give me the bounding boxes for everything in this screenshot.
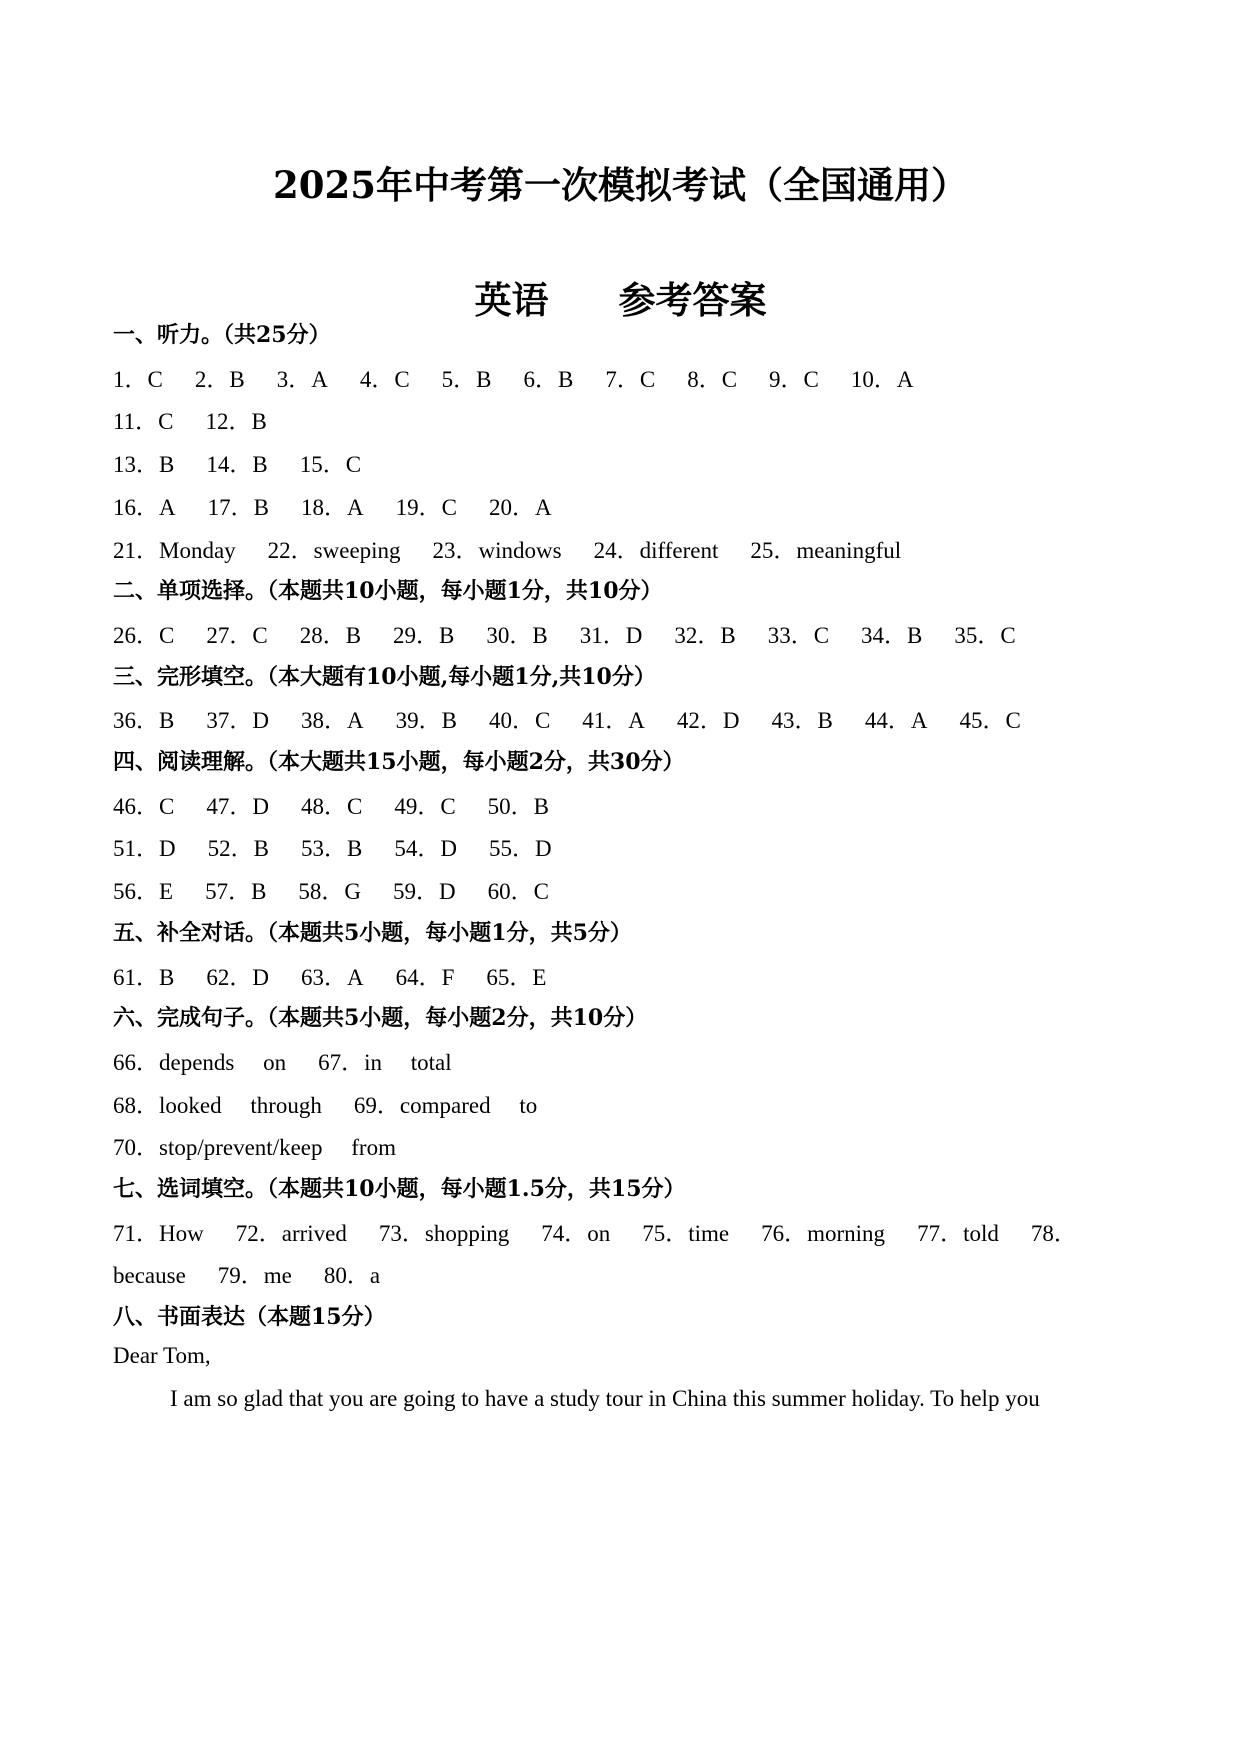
answer-item: 71．How — [113, 1220, 204, 1246]
letter-greeting: Dear Tom, — [113, 1342, 211, 1368]
answer-row — [113, 446, 393, 479]
answer-item: 44．A — [864, 708, 928, 734]
answer-item: 57．B — [205, 879, 267, 905]
answer-item: 45．C — [959, 708, 1021, 734]
answer-item: 80．a — [323, 1263, 381, 1289]
answer-item: 76．morning — [761, 1220, 886, 1246]
answer-item: 1．C — [113, 366, 163, 392]
answer-item: 65．E — [486, 964, 547, 990]
answer-item: 31．D — [579, 622, 643, 648]
section-heading: 七、选词填空。（本题共10小题，每小题1.5分，共15分） — [113, 1176, 686, 1202]
answer-item: 34．B — [861, 622, 923, 648]
answer-item: 52．B — [207, 836, 269, 862]
answer-item: 24．different — [593, 537, 719, 563]
answer-item: 38．A — [300, 708, 364, 734]
answer-row — [113, 788, 581, 821]
answer-item: 36．B — [113, 708, 175, 734]
answer-item: 21．Monday — [113, 537, 236, 563]
answer-item: 51．D — [113, 836, 176, 862]
answer-item: 14．B — [206, 452, 268, 478]
answer-item: 78． — [1030, 1220, 1077, 1246]
section-heading: 八、书面表达（本题15分） — [113, 1304, 386, 1331]
answer-item: 63．A — [300, 964, 364, 990]
answer-item: 53．B — [300, 836, 363, 862]
answer-item: 61．B — [113, 964, 175, 990]
answer-row — [113, 1044, 484, 1077]
answer-item: 37．D — [206, 708, 269, 734]
answer-item: 62．D — [206, 964, 269, 990]
answer-item: because — [113, 1263, 186, 1289]
answer-item: 30．B — [486, 622, 548, 648]
answer-item: 41．A — [582, 708, 645, 734]
answer-item: 26．C — [113, 622, 175, 648]
answer-row — [113, 361, 946, 394]
answer-item: 42．D — [676, 708, 740, 734]
answer-row — [113, 403, 299, 436]
answer-item: 9．C — [769, 366, 819, 392]
answer-row — [113, 873, 581, 906]
answer-item: 70．stop/prevent/keep from — [113, 1135, 396, 1161]
answer-item: 29．B — [393, 622, 455, 648]
answer-item: 16．A — [113, 494, 176, 520]
answer-item: 56．E — [113, 879, 174, 905]
answer-item: 13．B — [113, 452, 175, 478]
answer-item: 58．G — [298, 879, 362, 905]
answer-item: 12．B — [205, 409, 267, 435]
answer-item: 64．F — [395, 964, 455, 990]
answer-item: 6．B — [523, 366, 574, 392]
answer-item: 55．D — [488, 836, 552, 862]
answer-item: 39．B — [395, 708, 457, 734]
answer-item: 25．meaningful — [750, 537, 902, 563]
answer-row — [113, 1129, 428, 1162]
answer-item: 40．C — [488, 708, 551, 734]
answer-item: 67．in total — [318, 1049, 452, 1075]
answer-item: 66．depends on — [113, 1049, 287, 1075]
answer-item: 23．windows — [432, 537, 562, 563]
section-heading: 一、听力。（共25分） — [113, 322, 331, 348]
answer-item: 15．C — [299, 452, 362, 478]
answer-item: 79．me — [217, 1263, 292, 1289]
answer-item: 10．A — [850, 366, 914, 392]
answer-item: 60．C — [487, 879, 549, 905]
section-heading: 二、单项选择。（本题共10小题，每小题1分，共10分） — [113, 578, 663, 605]
answer-row — [113, 830, 584, 863]
answer-row — [113, 489, 584, 522]
answer-item: 18．A — [300, 494, 364, 520]
section-heading: 四、阅读理解。（本大题共15小题，每小题2分，共30分） — [113, 749, 685, 775]
answer-item: 19．C — [395, 494, 457, 520]
section-heading: 三、完形填空。（本大题有10小题,每小题1分,共10分） — [113, 663, 656, 690]
answer-item: 49．C — [394, 793, 456, 819]
subject-label: 英语 — [474, 278, 549, 322]
answer-item: 43．B — [771, 708, 833, 734]
answer-item: 59．D — [393, 879, 456, 905]
answer-item: 77．told — [917, 1220, 999, 1246]
answer-item: 22．sweeping — [267, 537, 401, 563]
answer-item: 50．B — [487, 793, 549, 819]
answer-item: 8．C — [687, 366, 738, 392]
answer-item: 3．A — [276, 366, 328, 392]
page-subtitle — [0, 270, 1241, 324]
answer-row — [113, 959, 578, 992]
section-heading: 六、完成句子。（本题共5小题，每小题2分，共10分） — [113, 1005, 648, 1032]
section-heading: 五、补全对话。（本题共5小题，每小题1分，共5分） — [113, 919, 632, 946]
answer-item: 32．B — [674, 622, 736, 648]
answer-item: 28．B — [299, 622, 362, 648]
answer-item: 68．looked through — [113, 1092, 322, 1118]
answer-key-label: 参考答案 — [618, 278, 767, 322]
answer-item: 2．B — [194, 366, 245, 392]
answer-item: 75．time — [642, 1220, 730, 1246]
answer-item: 35．C — [954, 622, 1016, 648]
letter-first-line: I am so glad that you are going to have a study tour in China this summer holiday. To help you — [170, 1385, 1040, 1411]
answer-item: 27．C — [206, 622, 268, 648]
answer-item: 17．B — [207, 494, 269, 520]
answer-item: 7．C — [605, 366, 656, 392]
answer-item: 54．D — [394, 836, 457, 862]
answer-item: 4．C — [359, 366, 410, 392]
answer-item: 47．D — [206, 793, 269, 819]
answer-row — [113, 702, 1053, 735]
answer-row — [113, 1087, 569, 1120]
answer-item: 5．B — [441, 366, 492, 392]
answer-item: 33．C — [767, 622, 830, 648]
answer-item: 69．compared to — [353, 1092, 538, 1118]
answer-item: 46．C — [113, 793, 175, 819]
answer-row — [113, 532, 933, 565]
answer-item: 20．A — [488, 494, 552, 520]
answer-item: 74．on — [541, 1220, 611, 1246]
answer-item: 11．C — [113, 409, 174, 435]
answer-row — [113, 617, 1048, 650]
answer-item: 73．shopping — [378, 1220, 510, 1246]
page-title: 2025年中考第一次模拟考试（全国通用） — [273, 163, 968, 207]
answer-row — [113, 1215, 1109, 1248]
answer-item: 72．arrived — [235, 1220, 347, 1246]
answer-row — [113, 1257, 412, 1290]
answer-item: 48．C — [300, 793, 363, 819]
